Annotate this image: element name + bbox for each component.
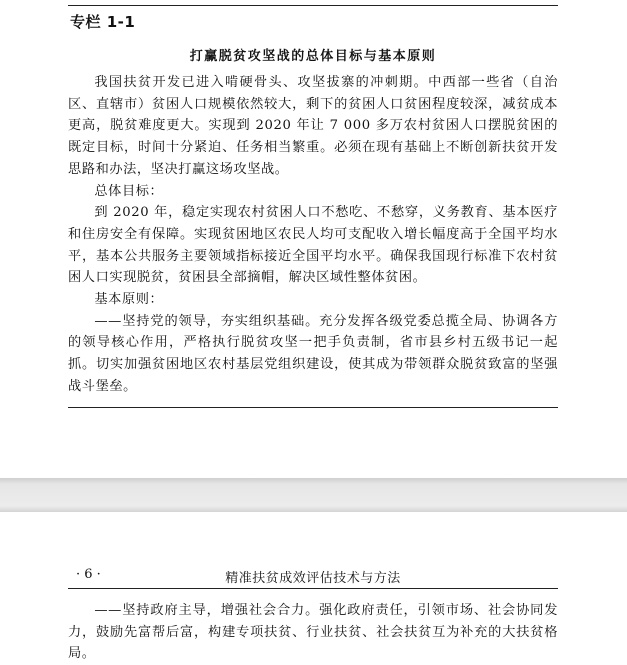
paragraph: 到 2020 年，稳定实现农村贫困人口不愁吃、不愁穿，义务教育、基本医疗和住房安全有保障。实现贫困地区农民人均可支配收入增长幅度高于全国平均水平，基本公共服务主要领域指标接近全国平均水平。确保我国现行标准下农村贫困人口实现脱贫，贫困县全部摘帽，解决区域性整体贫困。 — [68, 205, 558, 286]
paragraph: ——坚持党的领导，夯实组织基础。充分发挥各级党委总揽全局、协调各方的领导核心作用，严格执行脱贫攻坚一把手负责制，省市县乡村五级书记一起抓。切实加强贫困地区农村基层党组织建设，使其成为带领群众脱贫致富的坚强战斗堡垒。 — [68, 313, 558, 394]
box-title: 打赢脱贫攻坚战的总体目标与基本原则 — [189, 49, 437, 64]
running-title: 精准扶贫成效评估技术与方法 — [225, 571, 401, 586]
header-rule — [68, 588, 558, 589]
paragraph: 总体目标： — [94, 183, 164, 199]
box-top-rule — [68, 5, 558, 6]
page-number: · 6 · — [76, 567, 101, 582]
paragraph: 基本原则： — [94, 292, 164, 308]
box-label: 专栏 1-1 — [70, 13, 136, 31]
page-lower — [0, 512, 627, 662]
paragraph: ——坚持政府主导，增强社会合力。强化政府责任，引领市场、社会协同发力，鼓励先富帮后富，构建专项扶贫、行业扶贫、社会扶贫互为补充的大扶贫格局。 — [68, 603, 558, 662]
box-body — [68, 72, 558, 398]
page-gap — [0, 478, 627, 512]
paragraph: 我国扶贫开发已进入啃硬骨头、攻坚拔寨的冲刺期。中西部一些省（自治区、直辖市）贫困人口规模依然较大，剩下的贫困人口贫困程度较深，减贫成本更高，脱贫难度更大。实现到 2020 年让 7 000 多万农村贫困人口摆脱贫困的既定目标，时间十分紧迫、任务相当繁重。必须在现有基础上不断创新扶贫开发思路和办法，坚决打赢这场攻坚战。 — [68, 75, 558, 177]
continued-body — [68, 600, 558, 665]
box-bottom-rule — [68, 407, 558, 408]
